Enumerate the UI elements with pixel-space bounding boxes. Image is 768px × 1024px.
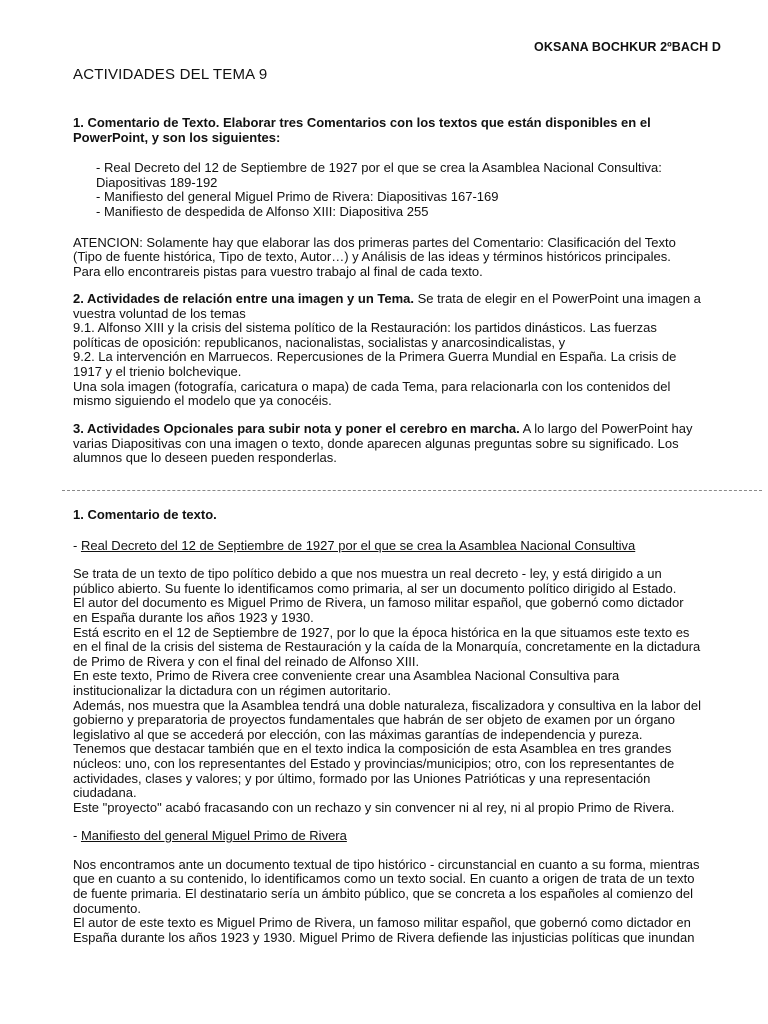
answers-heading: 1. Comentario de texto.: [73, 507, 217, 522]
text-list: [73, 161, 701, 219]
dash-prefix: -: [73, 828, 81, 844]
paragraph: Nos encontramos ante un documento textual de tipo histórico - circunstancial en cuanto a su forma, mientras que en cuanto a su contenido, lo identificamos como un texto social. En cuanto a origen de trata de un texto de fuente primaria. El destinatario sería un ámbito público, que se concreta a los españoles al comienzo del documento.: [73, 856, 700, 916]
section-1: [73, 116, 701, 279]
paragraph: Está escrito en el 12 de Septiembre de 1927, por lo que la época histórica en la que situamos este texto es en el final de la crisis del sistema de Restauración y la caída de la Monarquía, concretamente en la dictadura de Primo de Rivera y con el final del reinado de Alfonso XIII.: [73, 624, 701, 669]
paragraph: El autor del documento es Miguel Primo de Rivera, un famoso militar español, que gobernó como dictador en España durante los años 1923 y 1930.: [73, 595, 684, 625]
text-2-commentary: [73, 858, 701, 946]
section-2-topic-2: 9.2. La intervención en Marruecos. Repercusiones de la Primera Guerra Mundial en España. La crisis de 1917 y el trienio bolchevique.: [73, 349, 677, 379]
text-1-title-line: [73, 539, 701, 554]
list-item: - Manifiesto de despedida de Alfonso XIII: Diapositiva 255: [96, 203, 429, 219]
section-2: [73, 292, 701, 409]
section-3: [73, 422, 701, 466]
section-3-text: A lo largo del PowerPoint hay varias Diapositivas con una imagen o texto, donde aparecen algunas preguntas sobre su significado. Los alumnos que lo deseen pueden responderlas.: [73, 421, 693, 466]
section-2-heading: 2. Actividades de relación entre una imagen y un Tema.: [73, 291, 414, 306]
paragraph: En este texto, Primo de Rivera cree conveniente crear una Asamblea Nacional Consultiva para institucionalizar la dictadura con un régimen autoritario.: [73, 668, 620, 698]
section-1-heading: 1. Comentario de Texto. Elaborar tres Comentarios con los textos que están disponibles en el PowerPoint, y son los siguientes:: [73, 115, 651, 145]
text-1-commentary: [73, 567, 701, 815]
attention-note: ATENCION: Solamente hay que elaborar las dos primeras partes del Comentario: Clasificación del Texto (Tipo de fuente histórica, Tipo de texto, Autor…) y Análisis de las ideas y términos históricos principales. Para ello encontrareis pistas para vuestro trabajo al final de cada texto.: [73, 234, 676, 279]
dashed-divider: [62, 490, 762, 491]
page-title: ACTIVIDADES DEL TEMA 9: [73, 66, 268, 83]
text-2-title: Manifiesto del general Miguel Primo de Rivera: [80, 828, 347, 844]
section-3-heading: 3. Actividades Opcionales para subir nota y poner el cerebro en marcha.: [73, 421, 520, 436]
section-2-instructions: Una sola imagen (fotografía, caricatura o mapa) de cada Tema, para relacionarla con los contenidos del mismo siguiendo el modelo que ya conocéis.: [73, 378, 671, 409]
paragraph: Tenemos que destacar también que en el texto indica la composición de esta Asamblea en tres grandes núcleos: uno, con los representantes del Estado y provincias/municipios; otro, con los representantes de actividades, clases y valores; y por último, formado por las Uniones Patrióticas y una representación ciudadana.: [73, 741, 675, 801]
text-2-title-line: [73, 829, 701, 844]
paragraph: Se trata de un texto de tipo político debido a que nos muestra un real decreto - ley, y está dirigido a un público abierto. Su fuente lo identificamos como primaria, al ser un documento político dirigido al Estado.: [73, 566, 677, 596]
list-item: - Real Decreto del 12 de Septiembre de 1927 por el que se crea la Asamblea Nacional Consultiva: Diapositivas 189-192: [96, 160, 662, 190]
paragraph: Este "proyecto" acabó fracasando con un rechazo y sin convencer ni al rey, ni al propio Primo de Rivera.: [73, 799, 675, 815]
text-1-title: Real Decreto del 12 de Septiembre de 1927 por el que se crea la Asamblea Nacional Consultiva: [80, 537, 636, 553]
paragraph: El autor de este texto es Miguel Primo de Rivera, un famoso militar español, que gobernó como dictador en España durante los años 1923 y 1930. Miguel Primo de Rivera defiende las injusticias políticas que inundan: [73, 915, 695, 945]
list-item: - Manifiesto del general Miguel Primo de Rivera: Diapositivas 167-169: [96, 189, 499, 205]
section-2-intro: Se trata de elegir en el PowerPoint una imagen a vuestra voluntad de los temas: [73, 291, 701, 321]
answers-section: [73, 508, 701, 945]
author-header: OKSANA BOCHKUR 2ºBACH D: [534, 40, 721, 54]
paragraph: Además, nos muestra que la Asamblea tendrá una doble naturaleza, fiscalizadora y consultiva en la labor del gobierno y preparatoria de proyectos fundamentales que habrán de ser objeto de examen por un órgano legislativo al que se accederá por elección, con las máximas garantías de independencia y pureza.: [73, 697, 701, 742]
section-2-topic-1: 9.1. Alfonso XIII y la crisis del sistema político de la Restauración: los partidos dinásticos. Las fuerzas políticas de oposición: republicanos, nacionalistas, socialistas y anarcosindicalistas, y: [73, 320, 657, 350]
dash-prefix: -: [73, 537, 81, 553]
